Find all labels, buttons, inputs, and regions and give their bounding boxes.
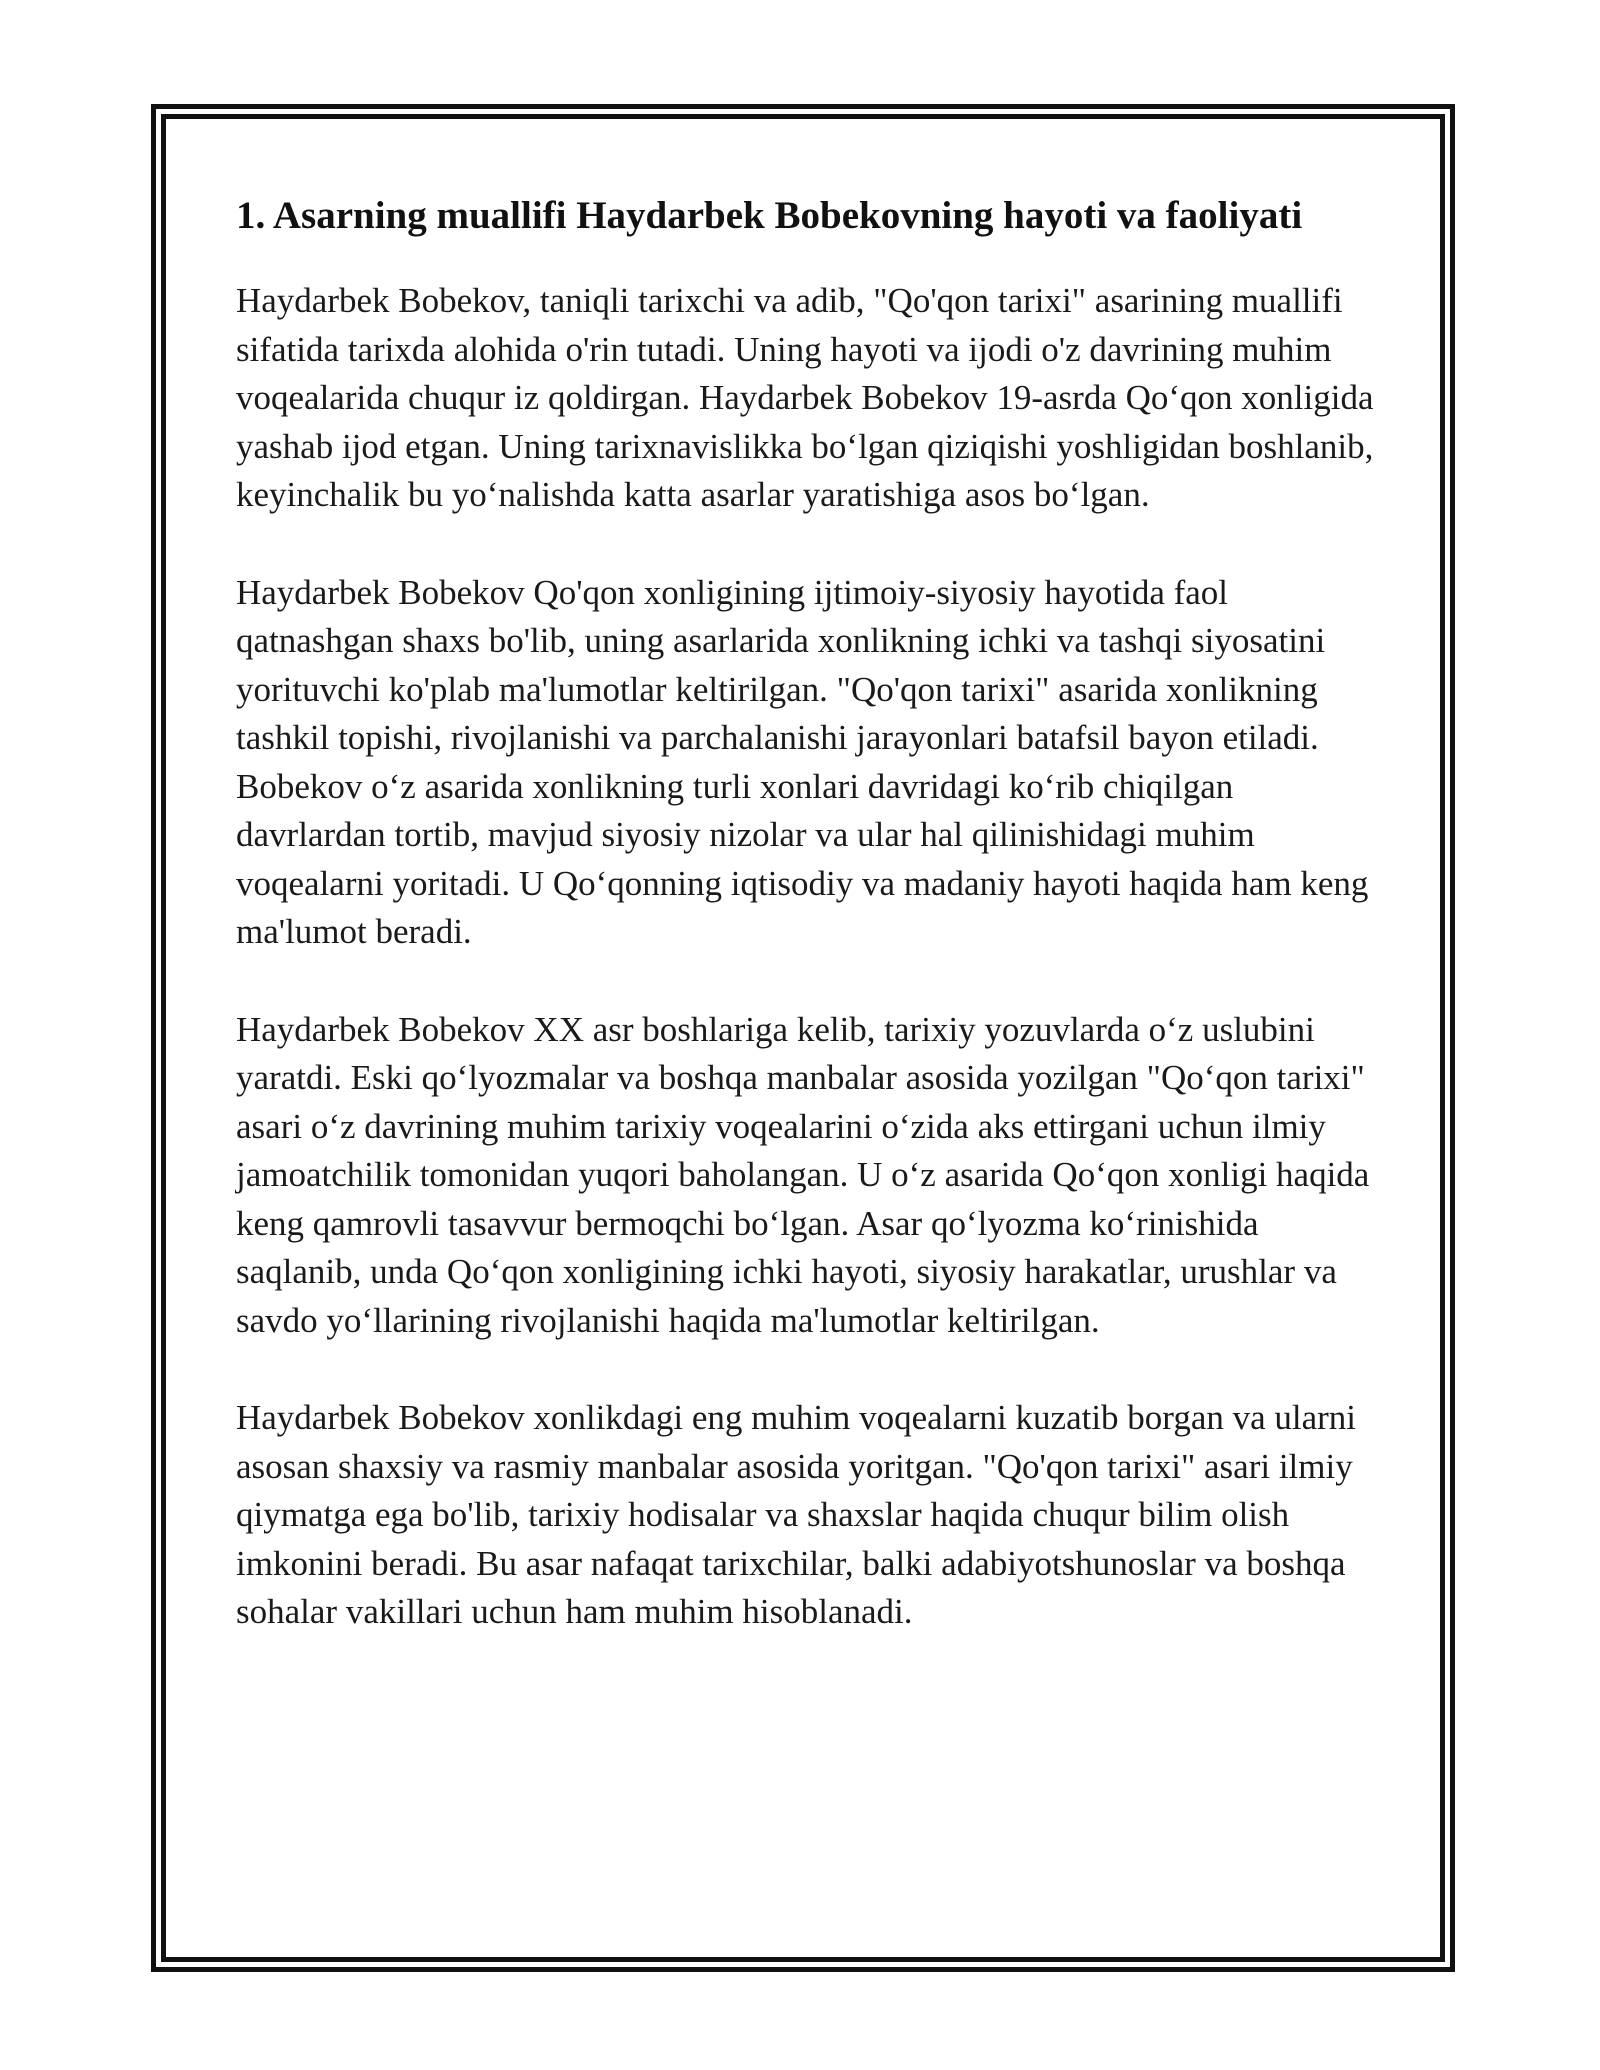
paragraph-2: Haydarbek Bobekov Qo'qon xonligining ijtimoiy-siyosiy hayotida faol qatnashgan shaxs bo'lib, uning asarlarida xonlikning ichki va tashqi siyosatini yorituvchi ko'plab ma'lumotlar keltirilgan. "Qo'qon tarixi" asarida xonlikning tashkil topishi, rivojlanishi va parchalanishi jarayonlari batafsil bayon etiladi. Bobekov o‘z asarida xonlikning turli xonlari davridagi ko‘rib chiqilgan davrlardan tortib, mavjud siyosiy nizolar va ular hal qilinishidagi muhim voqealarni yoritadi. U Qo‘qonning iqtisodiy va madaniy hayoti haqida ham keng ma'lumot beradi.	[236, 572, 1369, 951]
section-heading: 1. Asarning muallifi Haydarbek Bobekovning hayoti va faoliyati	[236, 194, 1303, 237]
paragraph-4: Haydarbek Bobekov xonlikdagi eng muhim voqealarni kuzatib borgan va ularni asosan shaxsiy va rasmiy manbalar asosida yoritgan. "Qo'qon tarixi" asari ilmiy qiymatga ega bo'lib, tarixiy hodisalar va shaxslar haqida chuqur bilim olish imkonini beradi. Bu asar nafaqat tarixchilar, balki adabiyotshunoslar va boshqa sohalar vakillari uchun ham muhim hisoblanadi.	[236, 1398, 1357, 1631]
paragraph-3: Haydarbek Bobekov XX asr boshlariga kelib, tarixiy yozuvlarda o‘z uslubini yaratdi. Eski qo‘lyozmalar va boshqa manbalar asosida yozilgan "Qo‘qon tarixi" asari o‘z davrining muhim tarixiy voqealarini o‘zida aks ettirgani uchun ilmiy jamoatchilik tomonidan yuqori baholangan. U o‘z asarida Qo‘qon xonligi haqida keng qamrovli tasavvur bermoqchi bo‘lgan. Asar qo‘lyozma ko‘rinishida saqlanib, unda Qo‘qon xonligining ichki hayoti, siyosiy harakatlar, urushlar va savdo yo‘llarining rivojlanishi haqida ma'lumotlar keltirilgan.	[236, 1009, 1370, 1340]
document-body	[236, 188, 1386, 1686]
paragraph-1: Haydarbek Bobekov, taniqli tarixchi va adib, "Qo'qon tarixi" asarining muallifi sifatida tarixda alohida o'rin tutadi. Uning hayoti va ijodi o'z davrining muhim voqealarida chuqur iz qoldirgan. Haydarbek Bobekov 19-asrda Qo‘qon xonligida yashab ijod etgan. Uning tarixnavislikka bo‘lgan qiziqishi yoshligidan boshlanib, keyinchalik bu yo‘nalishda katta asarlar yaratishiga asos bo‘lgan.	[236, 281, 1374, 514]
